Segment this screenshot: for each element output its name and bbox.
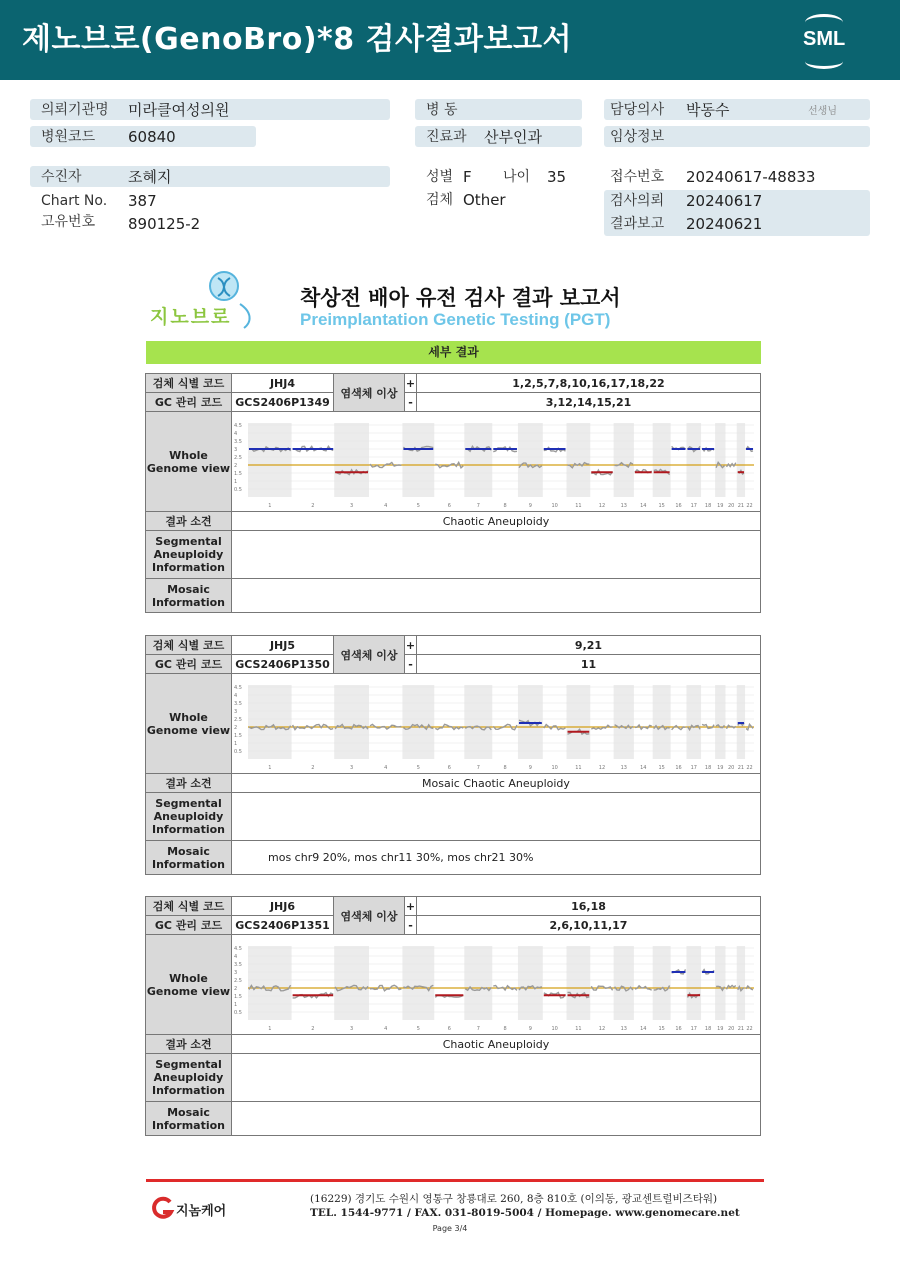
chr-tick-label: 20 xyxy=(727,502,735,509)
hospital-value: 미라클여성의원 xyxy=(128,101,230,119)
genobro-logo xyxy=(148,268,268,330)
mosaic-value xyxy=(232,1102,761,1136)
plus-chromosomes: 9,21 xyxy=(417,636,761,655)
chr-tick-label: 13 xyxy=(620,764,627,771)
chr-scatter-20 xyxy=(727,725,736,729)
genomecare-logo-text: 지놈케어 xyxy=(176,1204,227,1219)
result-label: 결과 소견 xyxy=(146,774,232,793)
id-label: 고유번호 xyxy=(41,214,96,230)
minus-chromosomes: 2,6,10,11,17 xyxy=(417,916,761,935)
report-title: 착상전 배아 유전 검사 결과 보고서 xyxy=(300,286,621,310)
y-tick-label: 4 xyxy=(234,953,238,960)
specimen-value: Other xyxy=(463,191,506,209)
chr-tick-label: 12 xyxy=(598,1025,606,1032)
footer-divider xyxy=(146,1179,764,1182)
doctor-label: 담당의사 xyxy=(610,102,665,118)
chr-tick-label: 17 xyxy=(690,502,697,509)
chr-scatter-20 xyxy=(727,462,736,466)
document-title: 제노브로(GenoBro)*8 검사결과보고서 xyxy=(22,22,572,57)
whole-genome-label: Whole Genome view xyxy=(146,935,232,1035)
y-tick-label: 2.5 xyxy=(234,454,242,461)
chr-tick-label: 17 xyxy=(690,764,697,771)
clinical-label: 임상정보 xyxy=(610,129,665,145)
chart-label: Chart No. xyxy=(41,193,108,209)
minus-sign: - xyxy=(405,916,417,935)
chr-tick-label: 10 xyxy=(551,1025,558,1032)
y-tick-label: 4 xyxy=(234,430,238,437)
genomecare-logo xyxy=(150,1196,260,1220)
chrom-abn-label: 염색체 이상 xyxy=(334,897,405,935)
chr-tick-label: 15 xyxy=(658,1025,665,1032)
y-tick-label: 0.5 xyxy=(234,486,242,493)
whole-genome-plot xyxy=(232,675,760,773)
chr-tick-label: 14 xyxy=(640,764,647,771)
request-value: 20240617 xyxy=(686,192,763,210)
chr-tick-label: 7 xyxy=(476,764,480,771)
whole-genome-plot-cell xyxy=(232,674,761,774)
patient-label: 수진자 xyxy=(41,169,82,185)
y-tick-label: 4.5 xyxy=(234,945,242,952)
mosaic-value: mos chr9 20%, mos chr11 30%, mos chr21 30% xyxy=(232,841,761,875)
chr-tick-label: 9 xyxy=(528,764,532,771)
chr-tick-label: 6 xyxy=(447,764,451,771)
whole-genome-label: Whole Genome view xyxy=(146,674,232,774)
sml-logo: SML xyxy=(797,14,853,64)
age-label: 나이 xyxy=(503,169,531,185)
gc-code-label: GC 관리 코드 xyxy=(146,393,232,412)
chr-tick-label: 16 xyxy=(675,502,682,509)
sex-label: 성별 xyxy=(426,169,454,185)
chr-tick-label: 2 xyxy=(311,1025,315,1032)
chr-tick-label: 22 xyxy=(746,502,753,509)
mosaic-label: Mosaic Information xyxy=(146,841,232,875)
mosaic-value xyxy=(232,579,761,613)
chart-value: 387 xyxy=(128,192,157,210)
gc-code-label: GC 관리 코드 xyxy=(146,916,232,935)
result-table-1 xyxy=(145,373,761,613)
plus-sign: + xyxy=(405,374,417,393)
chr-scatter-16 xyxy=(672,725,686,729)
report-subtitle: Preimplantation Genetic Testing (PGT) xyxy=(300,310,611,329)
plus-chromosomes: 1,2,5,7,8,10,16,17,18,22 xyxy=(417,374,761,393)
chr-tick-label: 15 xyxy=(658,764,665,771)
chr-scatter-14 xyxy=(635,725,652,729)
chr-tick-label: 7 xyxy=(476,1025,480,1032)
chr-tick-label: 3 xyxy=(349,502,354,509)
segmental-value xyxy=(232,1054,761,1102)
hospital-label: 의뢰기관명 xyxy=(41,102,109,118)
chr-tick-label: 16 xyxy=(675,1025,682,1032)
patient-row xyxy=(30,166,390,187)
chr-tick-label: 21 xyxy=(737,764,745,771)
mosaic-label: Mosaic Information xyxy=(146,579,232,613)
chr-tick-label: 5 xyxy=(416,502,420,509)
result-table-3 xyxy=(145,896,761,1136)
minus-chromosomes: 11 xyxy=(417,655,761,674)
y-tick-label: 2.5 xyxy=(234,977,242,984)
y-tick-label: 2.5 xyxy=(234,716,242,723)
segmental-label: Segmental Aneuploidy Information xyxy=(146,531,232,579)
patient-value: 조혜지 xyxy=(128,168,172,186)
plus-sign: + xyxy=(405,897,417,916)
sample-id-value: JHJ4 xyxy=(232,374,334,393)
chr-tick-label: 11 xyxy=(575,502,582,509)
result-table-2 xyxy=(145,635,761,875)
receipt-value: 20240617-48833 xyxy=(686,168,816,186)
sex-value: F xyxy=(463,168,472,186)
chr-tick-label: 4 xyxy=(384,764,388,771)
gc-code-value: GCS2406P1351 xyxy=(232,916,334,935)
chr-tick-label: 15 xyxy=(658,502,665,509)
segmental-value xyxy=(232,793,761,841)
chr-tick-label: 14 xyxy=(640,1025,647,1032)
y-tick-label: 4 xyxy=(234,692,238,699)
chr-tick-label: 3 xyxy=(349,1025,354,1032)
ward-label: 병 동 xyxy=(426,102,458,118)
chr-tick-label: 22 xyxy=(746,1025,753,1032)
y-tick-label: 3.5 xyxy=(234,961,242,968)
y-tick-label: 4.5 xyxy=(234,422,242,429)
chr-tick-label: 13 xyxy=(620,1025,627,1032)
chr-tick-label: 18 xyxy=(704,1025,712,1032)
code-label: 병원코드 xyxy=(41,129,96,145)
result-value: Chaotic Aneuploidy xyxy=(232,1035,761,1054)
chr-tick-label: 17 xyxy=(690,1025,697,1032)
chr-tick-label: 5 xyxy=(416,1025,420,1032)
sample-id-label: 검체 식별 코드 xyxy=(146,374,232,393)
y-tick-label: 2 xyxy=(234,724,238,731)
chr-tick-label: 1 xyxy=(268,764,272,771)
chr-tick-label: 20 xyxy=(727,1025,735,1032)
sample-id-value: JHJ6 xyxy=(232,897,334,916)
report-label: 결과보고 xyxy=(610,216,665,232)
id-value: 890125-2 xyxy=(128,215,201,233)
minus-sign: - xyxy=(405,393,417,412)
whole-genome-plot-cell xyxy=(232,412,761,512)
chr-scatter-20 xyxy=(727,985,736,989)
chr-tick-label: 21 xyxy=(737,1025,745,1032)
whole-genome-plot-cell xyxy=(232,935,761,1035)
request-label: 검사의뢰 xyxy=(610,193,665,209)
chr-tick-label: 21 xyxy=(737,502,745,509)
y-tick-label: 0.5 xyxy=(234,748,242,755)
report-value: 20240621 xyxy=(686,215,763,233)
chr-tick-label: 7 xyxy=(476,502,480,509)
doctor-value: 박동수 xyxy=(686,101,730,119)
chr-tick-label: 19 xyxy=(717,764,724,771)
chr-tick-label: 14 xyxy=(640,502,647,509)
age-value: 35 xyxy=(547,168,567,186)
chr-tick-label: 8 xyxy=(503,764,507,771)
chr-tick-label: 11 xyxy=(575,764,582,771)
plus-sign: + xyxy=(405,636,417,655)
y-tick-label: 1 xyxy=(234,478,238,485)
y-tick-label: 1.5 xyxy=(234,732,242,739)
chr-tick-label: 6 xyxy=(447,502,451,509)
chrom-abn-label: 염색체 이상 xyxy=(334,374,405,412)
chr-tick-label: 9 xyxy=(528,502,532,509)
chr-tick-label: 19 xyxy=(717,1025,724,1032)
chr-tick-label: 1 xyxy=(268,1025,272,1032)
dept-label: 진료과 xyxy=(426,129,467,145)
y-tick-label: 2 xyxy=(234,462,238,469)
result-label: 결과 소견 xyxy=(146,512,232,531)
whole-genome-plot xyxy=(232,936,760,1034)
sample-id-label: 검체 식별 코드 xyxy=(146,636,232,655)
chr-tick-label: 8 xyxy=(503,502,507,509)
mosaic-label: Mosaic Information xyxy=(146,1102,232,1136)
result-label: 결과 소견 xyxy=(146,1035,232,1054)
chr-tick-label: 18 xyxy=(704,764,712,771)
dept-value: 산부인과 xyxy=(484,128,542,146)
chr-tick-label: 11 xyxy=(575,1025,582,1032)
chr-tick-label: 19 xyxy=(717,502,724,509)
chr-tick-label: 12 xyxy=(598,764,606,771)
genobro-logo-text: 지노브로 xyxy=(150,306,232,328)
y-tick-label: 3 xyxy=(234,969,238,976)
whole-genome-label: Whole Genome view xyxy=(146,412,232,512)
chr-tick-label: 20 xyxy=(727,764,735,771)
chr-tick-label: 2 xyxy=(311,764,315,771)
chr-tick-label: 16 xyxy=(675,764,682,771)
chr-tick-label: 6 xyxy=(447,1025,451,1032)
chr-tick-label: 22 xyxy=(746,764,753,771)
chrom-abn-label: 염색체 이상 xyxy=(334,636,405,674)
sample-id-label: 검체 식별 코드 xyxy=(146,897,232,916)
chr-tick-label: 2 xyxy=(311,502,315,509)
page-number: Page 3/4 xyxy=(432,1224,468,1233)
receipt-label: 접수번호 xyxy=(610,169,665,185)
sample-id-value: JHJ5 xyxy=(232,636,334,655)
minus-sign: - xyxy=(405,655,417,674)
y-tick-label: 1 xyxy=(234,1001,238,1008)
y-tick-label: 2 xyxy=(234,985,238,992)
segmental-label: Segmental Aneuploidy Information xyxy=(146,1054,232,1102)
header-bar xyxy=(0,0,900,80)
specimen-label: 검체 xyxy=(426,192,454,208)
gc-code-value: GCS2406P1349 xyxy=(232,393,334,412)
footer-address: (16229) 경기도 수원시 영통구 창룡대로 260, 8층 810호 (이의동, 광교센트럴비즈타워) xyxy=(310,1193,718,1205)
chr-scatter-2 xyxy=(293,724,334,729)
detail-result-band: 세부 결과 xyxy=(146,341,761,364)
y-tick-label: 1.5 xyxy=(234,470,242,477)
y-tick-label: 4.5 xyxy=(234,684,242,691)
chr-tick-label: 13 xyxy=(620,502,627,509)
y-tick-label: 1.5 xyxy=(234,993,242,1000)
chr-tick-label: 9 xyxy=(528,1025,532,1032)
chr-tick-label: 1 xyxy=(268,502,272,509)
chr-tick-label: 10 xyxy=(551,764,558,771)
chr-tick-label: 18 xyxy=(704,502,712,509)
y-tick-label: 1 xyxy=(234,740,238,747)
y-tick-label: 3.5 xyxy=(234,700,242,707)
chr-tick-label: 8 xyxy=(503,1025,507,1032)
y-tick-label: 3 xyxy=(234,708,238,715)
chr-tick-label: 3 xyxy=(349,764,354,771)
chr-tick-label: 5 xyxy=(416,764,420,771)
chr-tick-label: 12 xyxy=(598,502,606,509)
whole-genome-plot xyxy=(232,413,760,511)
y-tick-label: 3.5 xyxy=(234,438,242,445)
result-value: Mosaic Chaotic Aneuploidy xyxy=(232,774,761,793)
footer-address-block xyxy=(310,1192,740,1220)
plus-chromosomes: 16,18 xyxy=(417,897,761,916)
footer-contact: TEL. 1544-9771 / FAX. 031-8019-5004 / Homepage. www.genomecare.net xyxy=(310,1207,740,1219)
segmental-label: Segmental Aneuploidy Information xyxy=(146,793,232,841)
y-tick-label: 0.5 xyxy=(234,1009,242,1016)
segmental-value xyxy=(232,531,761,579)
doctor-suffix: 선생님 xyxy=(808,106,837,117)
chr-tick-label: 4 xyxy=(384,502,388,509)
chr-tick-label: 10 xyxy=(551,502,558,509)
gc-code-value: GCS2406P1350 xyxy=(232,655,334,674)
code-value: 60840 xyxy=(128,128,176,146)
result-value: Chaotic Aneuploidy xyxy=(232,512,761,531)
gc-code-label: GC 관리 코드 xyxy=(146,655,232,674)
chr-tick-label: 4 xyxy=(384,1025,388,1032)
minus-chromosomes: 3,12,14,15,21 xyxy=(417,393,761,412)
y-tick-label: 3 xyxy=(234,446,238,453)
